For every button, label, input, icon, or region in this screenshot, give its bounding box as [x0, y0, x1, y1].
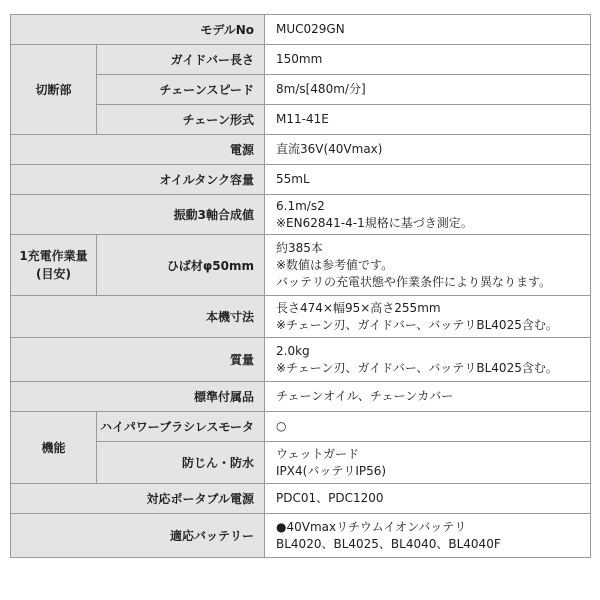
row-dimensions — [11, 296, 591, 338]
row-work-per-charge — [11, 235, 591, 296]
weight-value-line: 2.0kg — [276, 343, 310, 358]
dimensions-label: 本機寸法 — [11, 296, 265, 338]
dust-water-value — [265, 442, 591, 484]
dimensions-value — [265, 296, 591, 338]
row-weight — [11, 338, 591, 382]
work-per-charge-note-line: バッテリの充電状態や作業条件により異なります。 — [276, 274, 552, 289]
battery-value-line: ●40Vmaxリチウムイオンバッテリ — [276, 519, 467, 534]
row-model-no — [11, 15, 591, 45]
dimensions-value-line: 長さ474×幅95×高さ255mm — [276, 300, 441, 315]
portable-power-label: 対応ポータブル電源 — [11, 484, 265, 514]
spec-table — [10, 14, 591, 558]
work-per-charge-value-line: 約385本 — [276, 240, 323, 255]
row-battery — [11, 514, 591, 558]
row-power — [11, 135, 591, 165]
vibration-value-line: 6.1m/s2 — [276, 198, 325, 213]
dust-water-value-line: IPX4(バッテリIP56) — [276, 463, 387, 478]
row-portable-power — [11, 484, 591, 514]
chain-speed-value: 8m/s[480m/分] — [265, 75, 591, 105]
chain-speed-label: チェーンスピード — [97, 75, 265, 105]
dimensions-note-line: ※チェーン刃、ガイドバー、バッテリBL4025含む。 — [276, 317, 558, 332]
accessories-value: チェーンオイル、チェーンカバー — [265, 382, 591, 412]
guide-bar-label: ガイドバー長さ — [97, 45, 265, 75]
guide-bar-value: 150mm — [265, 45, 591, 75]
row-chain-type — [11, 105, 591, 135]
dust-water-value-line: ウェットガード — [276, 446, 360, 461]
battery-value — [265, 514, 591, 558]
row-chain-speed — [11, 75, 591, 105]
work-per-charge-group-line: 1充電作業量 — [19, 249, 88, 263]
row-guide-bar — [11, 45, 591, 75]
features-group-label: 機能 — [11, 412, 97, 484]
work-per-charge-value — [265, 235, 591, 296]
work-per-charge-label: ひば材φ50mm — [97, 235, 265, 296]
row-accessories — [11, 382, 591, 412]
chain-type-value: M11-41E — [265, 105, 591, 135]
weight-label: 質量 — [11, 338, 265, 382]
cutting-group-label: 切断部 — [11, 45, 97, 135]
work-per-charge-group-line: (目安) — [36, 267, 71, 281]
chain-type-label: チェーン形式 — [97, 105, 265, 135]
power-label: 電源 — [11, 135, 265, 165]
model-no-value: MUC029GN — [265, 15, 591, 45]
vibration-note-line: ※EN62841-4-1規格に基づき測定。 — [276, 215, 473, 230]
battery-models-line: BL4020、BL4025、BL4040、BL4040F — [276, 536, 501, 551]
dust-water-label: 防じん・防水 — [97, 442, 265, 484]
row-vibration — [11, 195, 591, 235]
work-per-charge-note-line: ※数値は参考値です。 — [276, 257, 394, 272]
vibration-label: 振動3軸合成値 — [11, 195, 265, 235]
oil-tank-value: 55mL — [265, 165, 591, 195]
portable-power-value: PDC01、PDC1200 — [265, 484, 591, 514]
brushless-motor-label: ハイパワーブラシレスモータ — [97, 412, 265, 442]
oil-tank-label: オイルタンク容量 — [11, 165, 265, 195]
vibration-value — [265, 195, 591, 235]
row-oil-tank — [11, 165, 591, 195]
brushless-motor-value: ○ — [265, 412, 591, 442]
row-brushless-motor — [11, 412, 591, 442]
work-per-charge-group-label — [11, 235, 97, 296]
model-no-label: モデルNo — [11, 15, 265, 45]
accessories-label: 標準付属品 — [11, 382, 265, 412]
row-dust-water — [11, 442, 591, 484]
battery-label: 適応バッテリー — [11, 514, 265, 558]
power-value: 直流36V(40Vmax) — [265, 135, 591, 165]
weight-note-line: ※チェーン刃、ガイドバー、バッテリBL4025含む。 — [276, 360, 558, 375]
weight-value — [265, 338, 591, 382]
